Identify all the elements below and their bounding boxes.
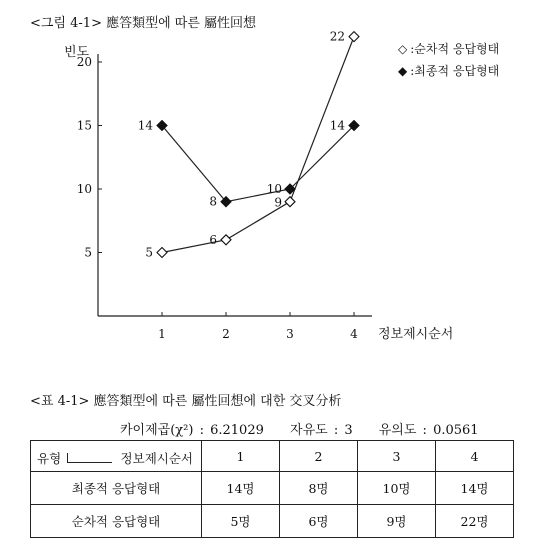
x-axis-label: 정보제시순서 [378,327,454,342]
legend-label-sequential: :순차적 응답형태 [410,42,500,56]
y-tick-label: 5 [84,245,92,260]
column-header: 1 [202,441,280,472]
data-label: 5 [145,245,153,260]
table-cell: 14명 [202,472,280,505]
row-label: 최종적 응답형태 [31,472,202,505]
open-diamond-icon: ◇ [398,42,408,56]
table-cell: 10명 [358,472,436,505]
figure-caption: <그림 4-1> 應答類型에 따른 屬性回想 [30,16,257,31]
column-header: 3 [358,441,436,472]
x-tick-label: 3 [286,327,294,341]
x-tick-label: 2 [222,327,230,341]
x-tick-label: 4 [350,327,358,341]
data-label: 8 [209,194,217,209]
column-header: 4 [436,441,514,472]
table-corner-cell [31,441,202,472]
open-diamond-marker [157,248,167,258]
table-cell: 22명 [436,505,514,538]
row-label: 순차적 응답형태 [31,505,202,538]
stat-significance: 유의도 : 0.0561 [378,423,479,438]
data-label: 9 [274,195,282,210]
table-cell: 14명 [436,472,514,505]
column-header: 2 [280,441,358,472]
table-header-row [31,441,514,472]
table-row [31,505,514,538]
corner-label-type: 유형 [37,451,62,466]
table-caption: <표 4-1> 應答類型에 따른 屬性回想에 대한 交叉分析 [30,394,342,409]
stat-chi-square: 카이제곱(χ²) : 6.21029 [120,423,264,438]
corner-label-order: 정보제시순서 [120,451,193,466]
y-axis-label: 빈도 [64,45,90,60]
y-tick-label: 10 [76,182,92,196]
series-line [162,37,354,253]
y-tick-label: 20 [76,55,92,69]
table-cell: 6명 [280,505,358,538]
data-label: 10 [266,182,282,196]
chi-square-stats [120,419,499,438]
table-cell: 8명 [280,472,358,505]
table-row [31,472,514,505]
data-label: 14 [329,118,345,133]
data-label: 22 [329,29,345,44]
open-diamond-marker [221,235,231,245]
legend-item-sequential [398,38,499,60]
table-cell: 9명 [358,505,436,538]
legend-label-final: :최종적 응답형태 [410,64,500,78]
table-cell: 5명 [202,505,280,538]
data-label: 14 [137,118,153,133]
stat-degrees-of-freedom: 자유도 : 3 [290,423,353,438]
open-diamond-marker [349,32,359,42]
y-tick-label: 15 [76,118,92,133]
chart-legend [398,38,499,82]
x-tick-label: 1 [158,327,166,341]
data-label: 6 [209,232,217,247]
open-diamond-marker [285,197,295,207]
series-line [162,126,354,202]
filled-diamond-icon: ◆ [398,64,408,78]
legend-item-final [398,60,499,82]
corner-bracket [67,453,112,463]
cross-tab-table [30,440,514,538]
